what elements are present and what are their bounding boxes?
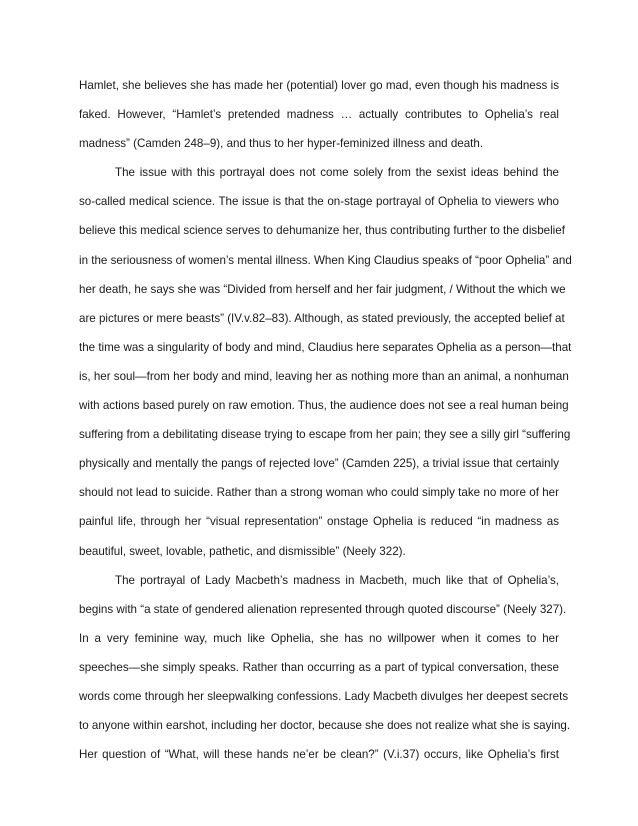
- text-line: should not lead to suicide. Rather than a strong woman who could simply take no more of her: [79, 486, 559, 500]
- text-line: are pictures or mere beasts” (IV.v.82–83). Although, as stated previously, the accepted belief at: [79, 311, 565, 325]
- text-line: so-called medical science. The issue is that the on-stage portrayal of Ophelia to viewers who: [79, 195, 559, 209]
- text-line: begins with “a state of gendered alienation represented through quoted discourse” (Neely 327).: [79, 602, 567, 616]
- text-line: The issue with this portrayal does not come solely from the sexist ideas behind the: [115, 166, 559, 180]
- text-line: her death, he says she was “Divided from herself and her fair judgment, / Without the which we: [79, 282, 566, 296]
- text-line: is, her soul—from her body and mind, leaving her as nothing more than an animal, a nonhuman: [79, 369, 569, 383]
- text-line: In a very feminine way, much like Ophelia, she has no willpower when it comes to her: [79, 631, 559, 645]
- text-line: physically and mentally the pangs of rejected love” (Camden 225), a trivial issue that certainly: [79, 457, 559, 471]
- text-line: beautiful, sweet, lovable, pathetic, and dismissible” (Neely 322).: [79, 544, 406, 558]
- text-line: faked. However, “Hamlet’s pretended madness … actually contributes to Ophelia’s real: [79, 108, 559, 122]
- text-line: Her question of “What, will these hands ne’er be clean?” (V.i.37) occurs, like Ophelia’s first: [79, 748, 559, 762]
- text-line: suffering from a debilitating disease trying to escape from her pain; they see a silly girl “suffering: [79, 428, 571, 442]
- body-text: [79, 71, 572, 769]
- text-line: with actions based purely on raw emotion. Thus, the audience does not see a real human being: [79, 399, 569, 413]
- text-line: words come through her sleepwalking confessions. Lady Macbeth divulges her deepest secrets: [79, 689, 569, 703]
- text-line: believe this medical science serves to dehumanize her, thus contributing further to the disbelief: [79, 224, 565, 238]
- text-line: the time was a singularity of body and mind, Claudius here separates Ophelia as a person—that: [79, 340, 572, 354]
- text-line: speeches—she simply speaks. Rather than occurring as a part of typical conversation, these: [79, 660, 559, 674]
- text-line: madness” (Camden 248–9), and thus to her hyper-feminized illness and death.: [79, 137, 484, 151]
- text-line: The portrayal of Lady Macbeth’s madness in Macbeth, much like that of Ophelia’s,: [115, 573, 559, 587]
- text-line: Hamlet, she believes she has made her (potential) lover go mad, even though his madness is: [79, 79, 559, 92]
- text-line: to anyone within earshot, including her doctor, because she does not realize what she is saying.: [79, 719, 571, 733]
- text-line: in the seriousness of women’s mental illness. When King Claudius speaks of “poor Ophelia” and: [79, 253, 572, 267]
- text-line: painful life, through her “visual representation” onstage Ophelia is reduced “in madness as: [79, 515, 559, 529]
